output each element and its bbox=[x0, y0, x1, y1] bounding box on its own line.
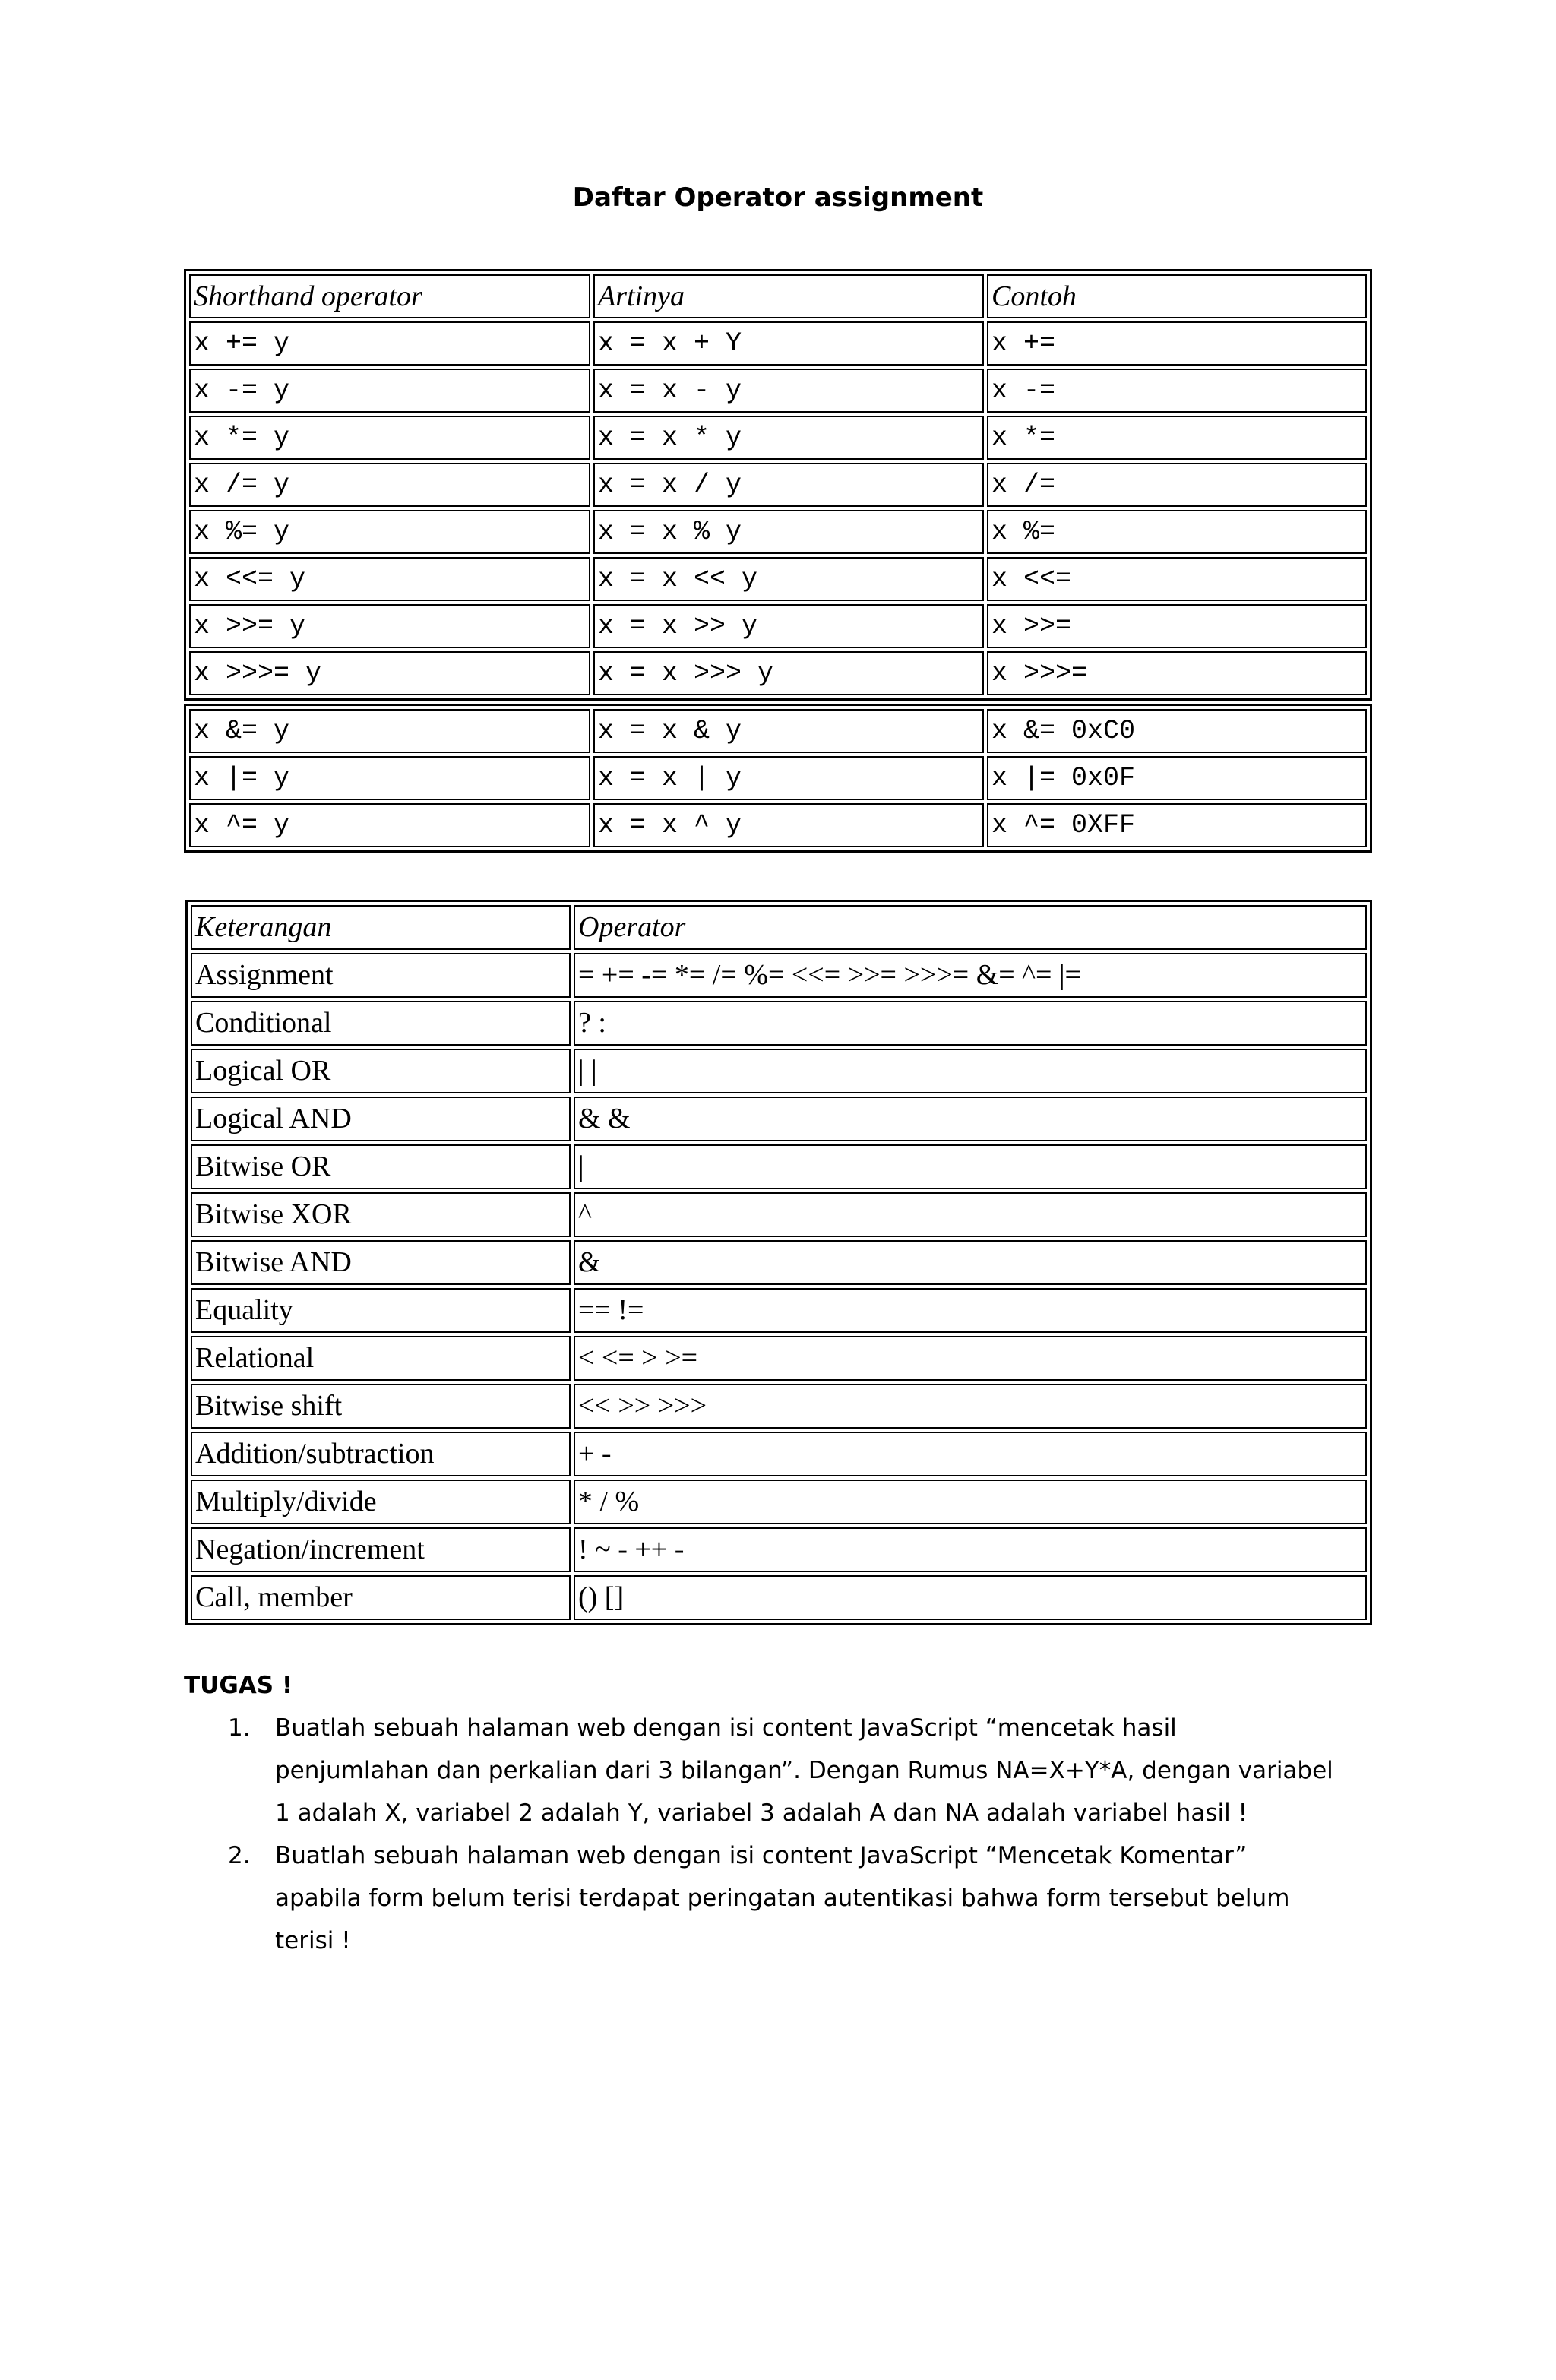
meaning-cell: x = x << y bbox=[593, 557, 984, 601]
table-row bbox=[191, 1527, 1367, 1572]
meaning-cell: x = x | y bbox=[593, 756, 984, 800]
shorthand-cell: x %= y bbox=[189, 510, 590, 554]
operator-cell: = += -= *= /= %= <<= >>= >>>= &= ^= |= bbox=[574, 953, 1367, 998]
table-row bbox=[191, 1336, 1367, 1381]
header-keterangan: Keterangan bbox=[191, 905, 571, 950]
operator-cell: & bbox=[574, 1240, 1367, 1285]
table-row bbox=[189, 651, 1367, 695]
table-row bbox=[191, 953, 1367, 998]
category-cell: Call, member bbox=[191, 1575, 571, 1620]
category-cell: Assignment bbox=[191, 953, 571, 998]
table-row bbox=[191, 1097, 1367, 1141]
task-item bbox=[184, 1707, 1377, 1834]
table-row bbox=[191, 1049, 1367, 1093]
category-cell: Relational bbox=[191, 1336, 571, 1381]
table-row bbox=[189, 604, 1367, 648]
category-cell: Equality bbox=[191, 1288, 571, 1333]
operator-precedence-table bbox=[185, 900, 1372, 1625]
shorthand-cell: x >>= y bbox=[189, 604, 590, 648]
example-cell: x /= bbox=[987, 463, 1367, 507]
example-cell: x ^= 0XFF bbox=[987, 803, 1367, 847]
task-item bbox=[184, 1834, 1377, 1962]
header-operator: Operator bbox=[574, 905, 1367, 950]
header-shorthand-operator: Shorthand operator bbox=[189, 274, 590, 318]
table-row bbox=[191, 1432, 1367, 1476]
meaning-cell: x = x * y bbox=[593, 416, 984, 460]
table-row bbox=[189, 803, 1367, 847]
operator-cell: & & bbox=[574, 1097, 1367, 1141]
operator-cell: << >> >>> bbox=[574, 1384, 1367, 1429]
meaning-cell: x = x % y bbox=[593, 510, 984, 554]
category-cell: Multiply/divide bbox=[191, 1480, 571, 1524]
task-section bbox=[184, 1664, 1377, 1962]
operator-cell: + - bbox=[574, 1432, 1367, 1476]
meaning-cell: x = x + Y bbox=[593, 321, 984, 366]
operator-cell: ^ bbox=[574, 1192, 1367, 1237]
category-cell: Addition/subtraction bbox=[191, 1432, 571, 1476]
table-row bbox=[191, 1384, 1367, 1429]
operator-cell: ! ~ - ++ - bbox=[574, 1527, 1367, 1572]
operator-cell: * / % bbox=[574, 1480, 1367, 1524]
table-row bbox=[189, 369, 1367, 413]
shorthand-cell: x >>>= y bbox=[189, 651, 590, 695]
operator-cell: | | bbox=[574, 1049, 1367, 1093]
category-cell: Logical OR bbox=[191, 1049, 571, 1093]
example-cell: x %= bbox=[987, 510, 1367, 554]
category-cell: Bitwise XOR bbox=[191, 1192, 571, 1237]
shorthand-cell: x ^= y bbox=[189, 803, 590, 847]
task-text-line: penjumlahan dan perkalian dari 3 bilangan”. Dengan Rumus NA=X+Y*A, dengan variabel bbox=[275, 1757, 1333, 1784]
meaning-cell: x = x ^ y bbox=[593, 803, 984, 847]
table-row bbox=[189, 756, 1367, 800]
header-artinya: Artinya bbox=[593, 274, 984, 318]
category-cell: Bitwise AND bbox=[191, 1240, 571, 1285]
table-row bbox=[191, 1144, 1367, 1189]
shorthand-cell: x *= y bbox=[189, 416, 590, 460]
table-row bbox=[191, 1288, 1367, 1333]
task-heading: TUGAS ! bbox=[184, 1672, 293, 1699]
header-contoh: Contoh bbox=[987, 274, 1367, 318]
table-row bbox=[189, 510, 1367, 554]
task-text-line: 1 adalah X, variabel 2 adalah Y, variabel 3 adalah A dan NA adalah variabel hasil ! bbox=[275, 1799, 1248, 1827]
task-number: 1. bbox=[228, 1714, 251, 1742]
category-cell: Bitwise shift bbox=[191, 1384, 571, 1429]
table-row bbox=[191, 1001, 1367, 1046]
task-number: 2. bbox=[228, 1842, 251, 1869]
operator-cell: == != bbox=[574, 1288, 1367, 1333]
example-cell: x |= 0x0F bbox=[987, 756, 1367, 800]
category-cell: Conditional bbox=[191, 1001, 571, 1046]
assignment-operator-table bbox=[184, 269, 1372, 701]
task-list bbox=[184, 1707, 1377, 1962]
table-row bbox=[191, 1575, 1367, 1620]
example-cell: x <<= bbox=[987, 557, 1367, 601]
table-row bbox=[191, 1192, 1367, 1237]
table-header-row bbox=[191, 905, 1367, 950]
table-row bbox=[189, 321, 1367, 366]
meaning-cell: x = x >> y bbox=[593, 604, 984, 648]
shorthand-cell: x -= y bbox=[189, 369, 590, 413]
example-cell: x >>>= bbox=[987, 651, 1367, 695]
meaning-cell: x = x & y bbox=[593, 709, 984, 753]
page-title: Daftar Operator assignment bbox=[572, 182, 984, 213]
task-text-line: Buatlah sebuah halaman web dengan isi content JavaScript “Mencetak Komentar” bbox=[275, 1842, 1248, 1869]
table-row bbox=[189, 557, 1367, 601]
operator-cell: < <= > >= bbox=[574, 1336, 1367, 1381]
operator-cell: | bbox=[574, 1144, 1367, 1189]
shorthand-cell: x += y bbox=[189, 321, 590, 366]
task-text-line: Buatlah sebuah halaman web dengan isi content JavaScript “mencetak hasil bbox=[275, 1714, 1177, 1742]
example-cell: x &= 0xC0 bbox=[987, 709, 1367, 753]
example-cell: x >>= bbox=[987, 604, 1367, 648]
table-row bbox=[191, 1240, 1367, 1285]
table-row bbox=[189, 709, 1367, 753]
example-cell: x *= bbox=[987, 416, 1367, 460]
category-cell: Logical AND bbox=[191, 1097, 571, 1141]
table-row bbox=[189, 463, 1367, 507]
shorthand-cell: x /= y bbox=[189, 463, 590, 507]
task-text-line: apabila form belum terisi terdapat peringatan autentikasi bahwa form tersebut belum bbox=[275, 1885, 1290, 1912]
shorthand-cell: x <<= y bbox=[189, 557, 590, 601]
meaning-cell: x = x - y bbox=[593, 369, 984, 413]
task-text-line: terisi ! bbox=[275, 1927, 351, 1954]
table-row bbox=[189, 416, 1367, 460]
example-cell: x += bbox=[987, 321, 1367, 366]
bitwise-assignment-table bbox=[184, 704, 1372, 853]
table-row bbox=[191, 1480, 1367, 1524]
meaning-cell: x = x / y bbox=[593, 463, 984, 507]
category-cell: Negation/increment bbox=[191, 1527, 571, 1572]
table-header-row bbox=[189, 274, 1367, 318]
meaning-cell: x = x >>> y bbox=[593, 651, 984, 695]
operator-cell: ? : bbox=[574, 1001, 1367, 1046]
shorthand-cell: x &= y bbox=[189, 709, 590, 753]
category-cell: Bitwise OR bbox=[191, 1144, 571, 1189]
operator-cell: () [] bbox=[574, 1575, 1367, 1620]
shorthand-cell: x |= y bbox=[189, 756, 590, 800]
example-cell: x -= bbox=[987, 369, 1367, 413]
